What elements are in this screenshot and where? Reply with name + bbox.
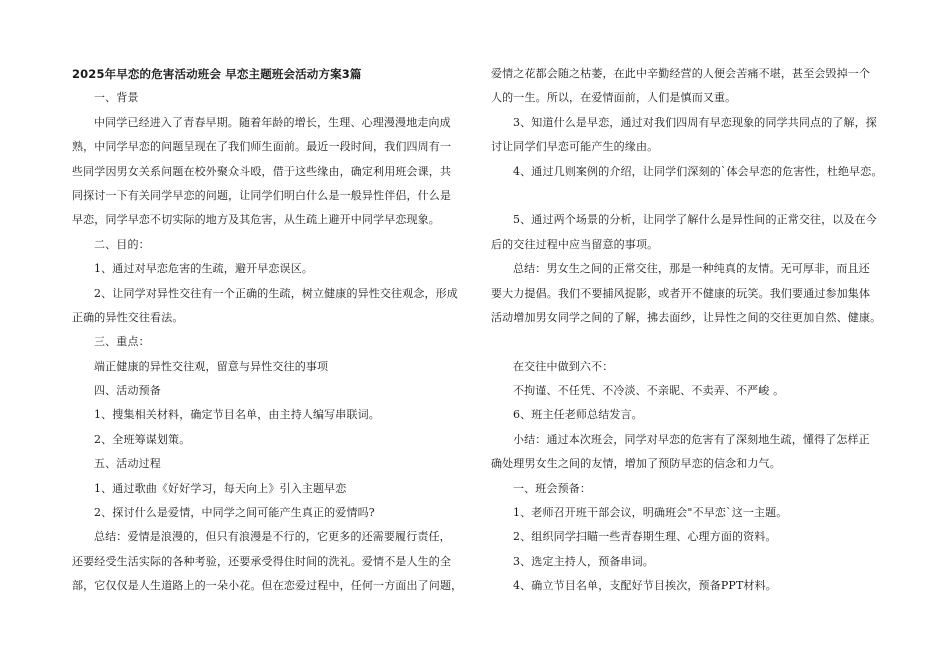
- left-text-line: 端正健康的异性交往观，留意与异性交往的事项: [94, 359, 329, 373]
- left-text-line: 部，它仅仅是人生道路上的一朵小花。但在恋爱过程中，任何一方面出了问题，: [72, 579, 463, 593]
- right-text-line: 在交往中做到六不：: [513, 359, 614, 373]
- left-text-line: 1、搜集相关材料，确定节目名单，由主持人编写串联词。: [94, 408, 380, 422]
- right-text-line: 要大力提倡。我们不要捕风捉影，或者开不健康的玩笑。我们要通过参加集体: [491, 286, 871, 300]
- left-text-line: 熟，中同学早恋的问题呈现在了我们师生面前。最近一段时间，我们四周有一: [72, 140, 452, 154]
- right-text-line: 3、选定主持人，预备串词。: [513, 554, 654, 568]
- left-text-line: 1、通过歌曲《好好学习，每天向上》引入主题早恋: [94, 481, 347, 495]
- left-text-line: 还要经受生活实际的各种考验，还要承受得住时间的洗礼。爱情不是人生的全: [72, 554, 452, 568]
- right-text-line: 3、知道什么是早恋，通过对我们四周有早恋现象的同学共同点的了解，探: [513, 115, 877, 129]
- left-text-line: 四、活动预备: [94, 384, 161, 398]
- right-text-line: 爱情之花都会随之枯萎，在此中辛勤经营的人便会苦痛不堪，甚至会毁掉一个: [491, 67, 871, 80]
- right-text-line: 人的一生。所以，在爱情面前，人们是慎而又重。: [491, 91, 737, 105]
- document-title: 2025年早恋的危害活动班会 早恋主题班会活动方案3篇: [72, 67, 362, 81]
- right-text-line: 2、组织同学扫瞄一些青春期生理、心理方面的资料。: [513, 530, 777, 544]
- right-column: [491, 62, 885, 599]
- left-text-line: 2、探讨什么是爱情，中同学之间可能产生真正的爱情吗?: [94, 506, 375, 520]
- left-text-line: 2、全班筹谋划策。: [94, 432, 191, 446]
- right-text-line: 一、班会预备：: [513, 481, 592, 495]
- left-text-line: 1、通过对早恋危害的生疏，避开早恋误区。: [94, 262, 313, 276]
- left-text-line: 三、重点：: [94, 335, 150, 349]
- right-text-line: [491, 330, 885, 354]
- right-text-line: [491, 184, 885, 208]
- left-text-line: 总结：爱情是浪漫的，但只有浪漫是不行的，它更多的还需要履行责任，: [94, 530, 451, 544]
- left-text-line: 些同学因男女关系问题在校外聚众斗殴，借于这些缘由，确定利用班会课，共: [72, 164, 452, 178]
- right-text-line: 讨让同学们早恋可能产生的缘由。: [491, 140, 659, 154]
- left-text-line: 一、背景: [94, 91, 139, 105]
- right-text-line: 5、通过两个场景的分析，让同学了解什么是异性间的正常交往，以及在今: [513, 213, 877, 227]
- right-text-line: 确处理男女生之间的友情，增加了预防早恋的信念和力气。: [491, 457, 781, 471]
- left-text-line: 正确的异性交往看法。: [72, 310, 184, 324]
- right-text-line: 总结：男女生之间的正常交往，那是一种纯真的友情。无可厚非，而且还: [513, 262, 870, 276]
- right-text-line: 不拘谨、不任凭、不冷淡、不亲昵、不卖弄、不严峻 。: [513, 384, 785, 398]
- left-text-line: 2、让同学对异性交往有一个正确的生疏，树立健康的异性交往观念，形成: [94, 286, 458, 300]
- right-text-line: 6、班主任老师总结发言。: [513, 408, 643, 422]
- right-text-line: 1、老师召开班干部会议，明确班会"不早恋`这一主题。: [513, 506, 788, 520]
- left-column: [72, 62, 464, 599]
- right-text-line: 后的交往过程中应当留意的事项。: [491, 237, 659, 251]
- left-text-line: 五、活动过程: [94, 457, 161, 471]
- left-text-line: 二、目的：: [94, 237, 150, 251]
- left-text-line: 早恋，同学早恋不切实际的地方及其危害，从生疏上避开中同学早恋现象。: [72, 213, 440, 227]
- right-text-line: 4、确立节目名单，支配好节目挨次，预备PPT材料。: [513, 579, 777, 593]
- right-text-line: 小结：通过本次班会，同学对早恋的危害有了深刻地生疏，懂得了怎样正: [513, 432, 870, 446]
- right-text-line: 活动增加男女同学之间的了解，拂去面纱，让异性之间的交往更加自然、健康。: [491, 310, 882, 324]
- right-text-line: 4、通过几则案例的介绍，让同学们深刻的`体会早恋的危害性，杜绝早恋。: [513, 164, 883, 178]
- left-text-line: 中同学已经进入了青春早期。随着年龄的增长，生理、心理漫漫地走向成: [94, 115, 451, 129]
- left-text-line: 同探讨一下有关同学早恋的问题，让同学们明白什么是一般异性伴侣，什么是: [72, 188, 452, 202]
